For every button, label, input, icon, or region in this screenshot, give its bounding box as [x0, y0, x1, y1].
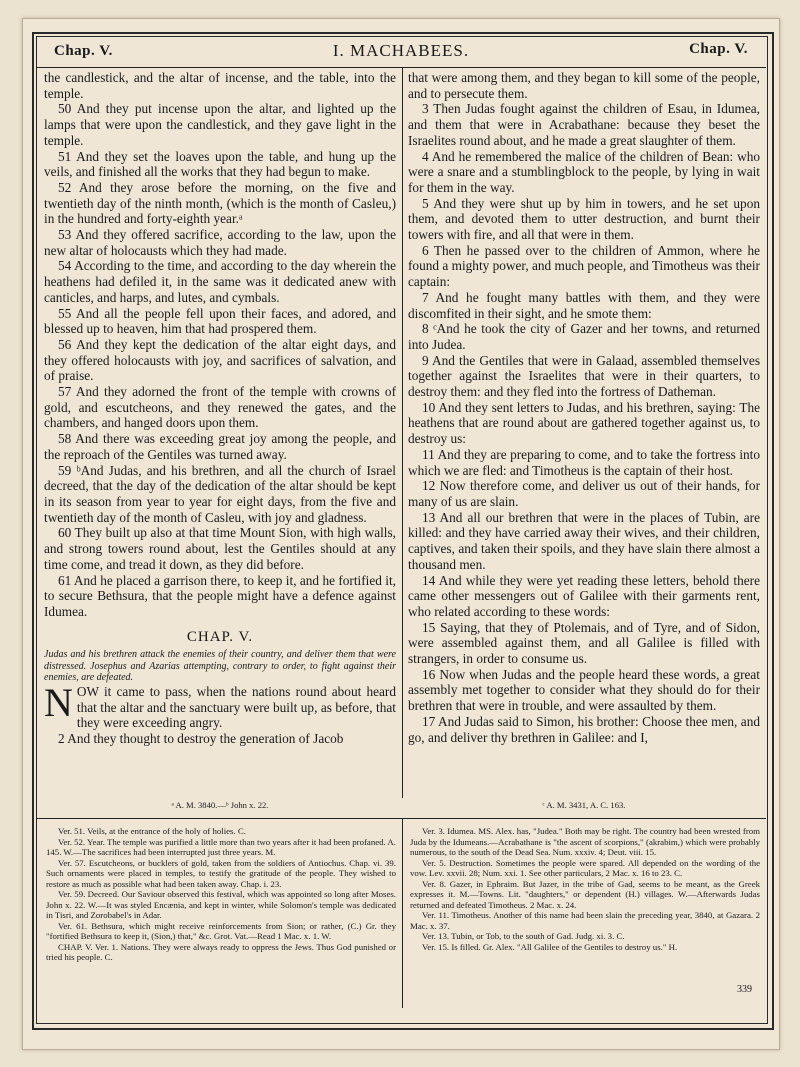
- page-number: 339: [737, 984, 752, 995]
- verse: 16 Now when Judas and the people heard these words, a great assembly met together to consider what they should do for their brethren that were in trouble, and were assaulted by them.: [408, 666, 760, 714]
- verse: 51 And they set the loaves upon the table, and hung up the veils, and finished all the works that they had begun to make.: [44, 148, 396, 180]
- chapter-label-left: Chap. V.: [54, 43, 113, 59]
- cross-reference-left: ᵃ A. M. 3840.—ᵇ John x. 22.: [171, 800, 269, 810]
- footnote: Ver. 13. Tubin, or Tob, to the south of Gad. Judg. xi. 3. C.: [422, 931, 625, 941]
- footnotes-left: [46, 826, 396, 963]
- footnote: Ver. 57. Escutcheons, or bucklers of gold, taken from the soldiers of Antiochus. Chap. vi. 39. Such ornaments were placed in temples, to testify the gratitude of the people. They wished to restore as much as possible what had been taken away. Chap. i. 23.: [46, 857, 396, 889]
- verse: 61 And he placed a garrison there, to keep it, and he fortified it, to secure Bethsura, that the people might have a defence against Idumea.: [44, 572, 396, 619]
- verse: 11 And they are preparing to come, and to take the fortress into which we are fled: and Timotheus is the captain of their host.: [408, 446, 760, 478]
- footnote: Ver. 51. Veils, at the entrance of the holy of holies. C.: [58, 826, 246, 836]
- footnote: Ver. 8. Gazer, in Ephraim. But Jazer, in the tribe of Gad, seems to be meant, as the Greek expresses it. M.—Towns. Lit. "daughters," or dependent (H.) villages. W.—Afterwards Judas returned and defeated Timotheus. 2 Mac. x. 24.: [410, 878, 760, 910]
- verse: 54 According to the time, and according to the day wherein the heathens had defiled it, in the same was it dedicated anew with canticles, and harps, and lutes, and cymbals.: [44, 258, 396, 305]
- footnote: Ver. 61. Bethsura, which might receive reinforcements from Sion; or rather, (C.) Gr. they "fortified Bethsura to keep it, (Sion,) that," &c. Grot. Vat.—Read 1 Mac. x. 1. W.: [46, 920, 396, 941]
- verse: 4 And he remembered the malice of the children of Bean: who were a snare and a stumblingblock to the people, by lying in wait for them in the way.: [408, 148, 760, 195]
- footnote: Ver. 59. Decreed. Our Saviour observed this festival, which was appointed so long after Moses. John x. 22. W.—It was styled Encænia, and kept in winter, while Solomon's temple was dedicated in Tisri, and Zorobabel's in Adar.: [46, 889, 396, 920]
- verse: 5 And they were shut up by him in towers, and he set upon them, and devoted them to utter destruction, and burnt their towers with fire, and all that were in them.: [408, 195, 760, 243]
- verse: 3 Then Judas fought against the children of Esau, in Idumea, and them that were in Acrabathane: because they beset the Israelites round about, and he made a great slaughter of them.: [408, 101, 760, 148]
- right-column: [408, 70, 760, 745]
- verse: 56 And they kept the dedication of the altar eight days, and they offered holocausts with joy, and sacrifices of salvation, and of praise.: [44, 336, 396, 384]
- footnote-column-divider: [402, 818, 403, 1008]
- chapter-opening: [44, 679, 396, 731]
- verse: 17 And Judas said to Simon, his brother: Choose thee men, and go, and deliver thy brethren in Galilee: and I,: [408, 713, 760, 745]
- footnote-divider: [36, 818, 766, 819]
- verse: 57 And they adorned the front of the temple with crowns of gold, and escutcheons, and they renewed the gates, and the chambers, and hanged doors upon them.: [44, 384, 396, 431]
- verse: 10 And they sent letters to Judas, and his brethren, saying: The heathens that are round about are gathered together against us, to destroy us:: [408, 399, 760, 447]
- verse: 53 And they offered sacrifice, according to the law, upon the new altar of holocausts which they had made.: [44, 227, 396, 258]
- verse: 12 Now therefore come, and deliver us out of their hands, for many of us are slain.: [408, 478, 760, 509]
- verse: 2 And they thought to destroy the generation of Jacob: [58, 730, 344, 746]
- column-divider: [402, 68, 403, 798]
- verse: the candlestick, and the altar of incense, and the table, into the temple.: [44, 70, 396, 101]
- footnote: Ver. 52. Year. The temple was purified a little more than two years after it had been profaned. A. 145. W.—The sacrifices had been interrupted just three years. M.: [46, 836, 396, 857]
- verse: 55 And all the people fell upon their faces, and adored, and blessed up to heaven, him that had prospered them.: [44, 305, 396, 337]
- verse: 59 ᵇAnd Judas, and his brethren, and all the church of Israel decreed, that the day of the dedication of the altar should be kept in its season from year to year for eight days, from the five and twentieth day of the month of Casleu, with joy and gladness.: [44, 462, 396, 525]
- footnote: Ver. 11. Timotheus. Another of this name had been slain the preceding year, 3840, at Gazara. 2 Mac. x. 37.: [410, 910, 760, 931]
- footnote: Ver. 3. Idumea. MS. Alex. has, "Judea." Both may be right. The country had been wrested from Juda by the Idumeans.—Acrabathane is "the ascent of scorpions," (akrabim,) which were probably numerous, to the south of the Dead Sea. Num. xxxiv. 4; Deut. viii. 15.: [410, 826, 760, 857]
- verse: 50 And they put incense upon the altar, and lighted up the lamps that were upon the candlestick, and they gave light in the temple.: [44, 101, 396, 148]
- footnote: Ver. 5. Destruction. Sometimes the people were spared. All depended on the wording of the vow. Lev. xxvii. 28; Num. xxi. 1. See other particulars, 2 Mac. x. 16 to 23. C.: [410, 857, 760, 878]
- verse: 13 And all our brethren that were in the places of Tubin, are killed: and they have carried away their wives, and their children, captives, and taken their spoils, and they have slain there almost a thousand men.: [408, 509, 760, 572]
- footnote: Ver. 15. Is filled. Gr. Alex. "All Galilee of the Gentiles to destroy us." H.: [422, 941, 678, 952]
- verse: 60 They built up also at that time Mount Sion, with high walls, and strong towers round about, lest the Gentiles should at any time come, and tread it down, as they did before.: [44, 525, 396, 572]
- running-header: [36, 37, 766, 68]
- cross-reference-right: ᶜ A. M. 3431, A. C. 163.: [542, 800, 626, 810]
- verse: 15 Saying, that they of Ptolemais, and of Tyre, and of Sidon, were assembled against them, and all Galilee is filled with strangers, in order to consume us.: [408, 619, 760, 667]
- verse: 9 And the Gentiles that were in Galaad, assembled themselves together against the Israelites that were in their quarters, to destroy them: and they fled into the fortress of Datheman.: [408, 352, 760, 400]
- chapter-heading: CHAP. V.: [186, 628, 254, 645]
- chapter-label-right: Chap. V.: [689, 41, 748, 57]
- verse: that were among them, and they began to kill some of the people, and to persecute them.: [408, 70, 760, 101]
- verse: 52 And they arose before the morning, on the five and twentieth day of the ninth month, (which is the month of Casleu,) in the hundred and forty-eighth year.ᵃ: [44, 179, 396, 227]
- drop-cap: N: [44, 679, 73, 725]
- book-title: I. MACHABEES.: [332, 41, 470, 60]
- verse: 14 And while they were yet reading these letters, behold there came other messengers out of Galilee with their garments rent, who related according to these words:: [408, 572, 760, 619]
- left-column: [44, 70, 396, 747]
- opening-text: OW it came to pass, when the nations round about heard that the altar and the sanctuary were built up, as before, that they were exceeding angry.: [76, 683, 396, 731]
- verse: 6 Then he passed over to the children of Ammon, where he found a mighty power, and much people, and Timotheus was their captain:: [408, 242, 760, 290]
- verse: 58 And there was exceeding great joy among the people, and the reproach of the Gentiles was turned away.: [44, 431, 396, 462]
- verse: 8 ᶜAnd he took the city of Gazer and her towns, and returned into Judea.: [408, 321, 760, 352]
- footnote: CHAP. V. Ver. 1. Nations. They were always ready to oppress the Jews. Thus God punished or tried his people. C.: [46, 941, 396, 962]
- footnotes-right: [410, 826, 760, 952]
- verse: 7 And he fought many battles with them, and they were discomfited in their sight, and he smote them:: [408, 289, 760, 321]
- chapter-summary: Judas and his brethren attack the enemies of their country, and deliver them that were distressed. Josephus and Azarias attempting, contrary to order, to fight against their enemies, are defeated.: [44, 649, 396, 684]
